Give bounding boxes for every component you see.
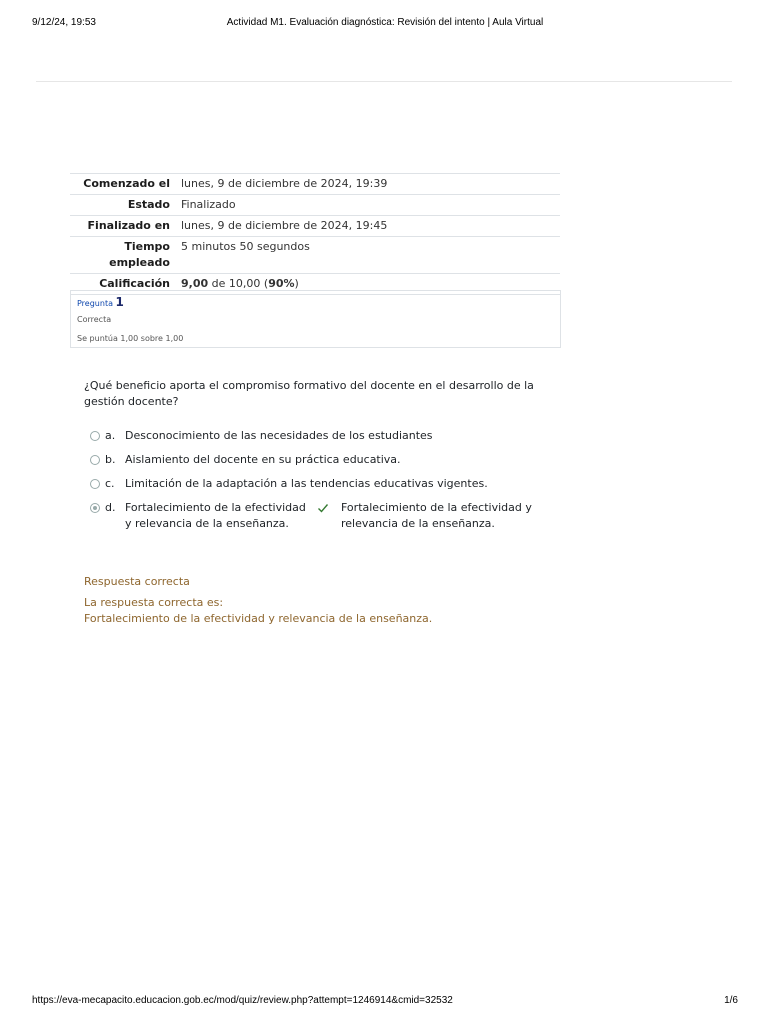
question-grade: Se puntúa 1,00 sobre 1,00 (77, 334, 184, 343)
answer-letter: b. (105, 453, 116, 466)
outcome-status: Respuesta correcta (84, 575, 190, 588)
answer-text: Limitación de la adaptación a las tendencias educativas vigentes. (125, 477, 488, 490)
answer-text: Desconocimiento de las necesidades de los estudiantes (125, 429, 433, 442)
grade-of: de (211, 277, 226, 290)
summary-value: 5 minutos 50 segundos (175, 237, 560, 274)
question-state: Correcta (77, 315, 112, 324)
answer-option-b[interactable] (89, 452, 559, 476)
answer-option-d[interactable] (89, 500, 559, 534)
summary-row (70, 237, 560, 274)
print-url: https://eva-mecapacito.educacion.gob.ec/mod/quiz/review.php?attempt=1246914&cmid=32532 (32, 995, 453, 1006)
print-footer (32, 995, 738, 1009)
summary-label: Finalizado en (70, 216, 175, 237)
summary-value: lunes, 9 de diciembre de 2024, 19:39 (175, 174, 560, 195)
print-header (32, 17, 738, 31)
answer-text: Aislamiento del docente en su práctica educativa. (125, 453, 401, 466)
grade-max: 10,00 (228, 277, 261, 290)
answer-text: Fortalecimiento de la efectividad y relevancia de la enseñanza. (125, 501, 306, 530)
answer-option-a[interactable] (89, 428, 559, 452)
answer-letter: c. (105, 477, 115, 490)
divider (36, 81, 732, 82)
summary-label: Comenzado el (70, 174, 175, 195)
radio-icon[interactable] (90, 455, 100, 465)
grade-score: 9,00 (181, 277, 209, 290)
question-number (77, 295, 554, 309)
print-page-title: Actividad M1. Evaluación diagnóstica: Revisión del intento | Aula Virtual (226, 17, 544, 28)
right-answer-label: La respuesta correcta es: (84, 596, 224, 609)
question-outcome (84, 574, 554, 627)
summary-label: Estado (70, 195, 175, 216)
answer-list (89, 428, 559, 534)
answer-feedback: Fortalecimiento de la efectividad y relevancia de la enseñanza. (341, 501, 532, 530)
right-answer-text: Fortalecimiento de la efectividad y relevancia de la enseñanza. (84, 612, 433, 625)
radio-icon[interactable] (90, 479, 100, 489)
answer-letter: a. (105, 429, 116, 442)
answer-option-c[interactable] (89, 476, 559, 500)
summary-row (70, 195, 560, 216)
radio-icon[interactable] (90, 431, 100, 441)
question-number-value: 1 (115, 295, 124, 309)
print-datetime: 9/12/24, 19:53 (32, 17, 96, 28)
answer-letter: d. (105, 501, 116, 514)
radio-icon[interactable] (90, 503, 100, 513)
print-page-number: 1/6 (724, 995, 738, 1006)
summary-value: Finalizado (175, 195, 560, 216)
grade-value: 9,00 de 10,00 (90%) (175, 274, 560, 295)
question-label: Pregunta (77, 299, 113, 308)
question-text: ¿Qué beneficio aporta el compromiso formativo del docente en el desarrollo de la gestión docente? (84, 379, 534, 408)
check-icon (317, 502, 329, 514)
summary-value: lunes, 9 de diciembre de 2024, 19:45 (175, 216, 560, 237)
grade-percent: 90% (268, 277, 295, 290)
summary-row (70, 216, 560, 237)
summary-label: Calificación (70, 274, 175, 295)
attempt-summary-table (70, 173, 560, 295)
summary-label: Tiempo empleado (70, 237, 175, 274)
summary-row (70, 174, 560, 195)
question-info-box (70, 290, 561, 348)
